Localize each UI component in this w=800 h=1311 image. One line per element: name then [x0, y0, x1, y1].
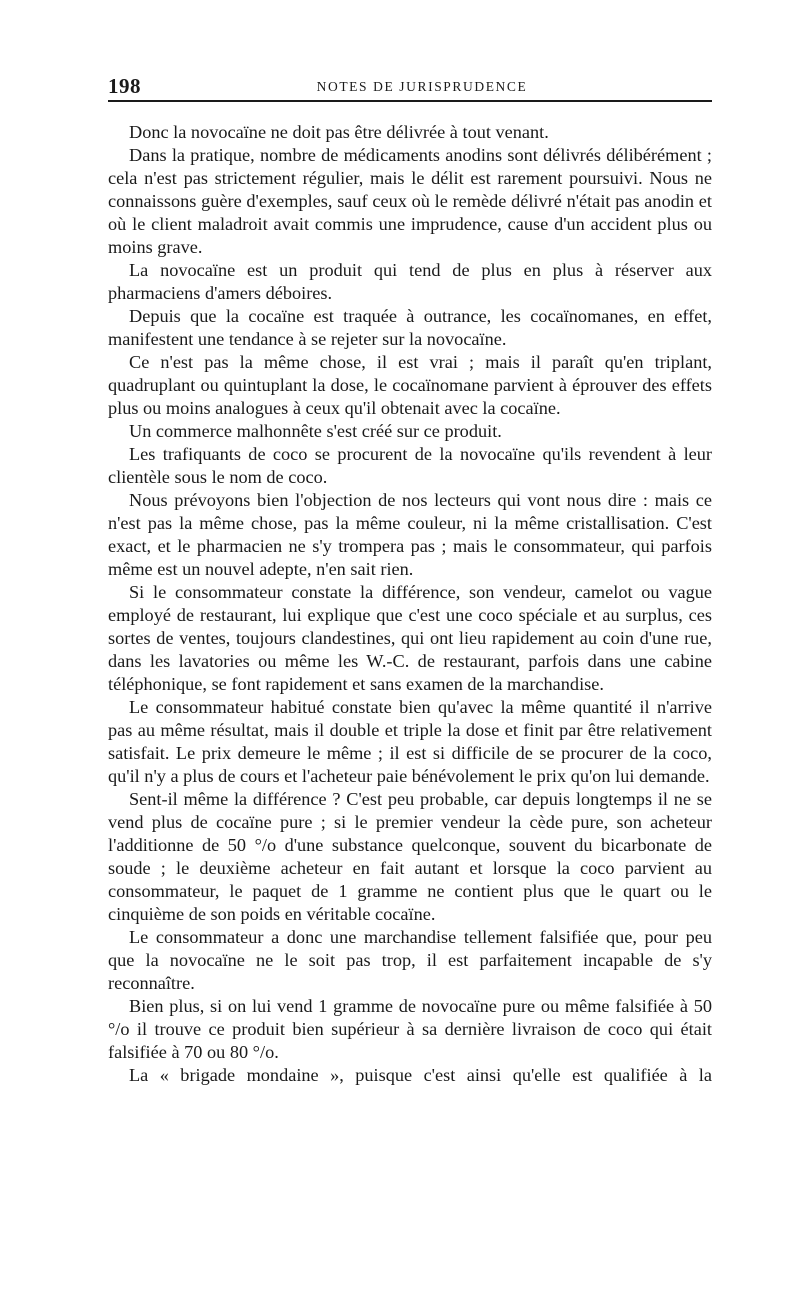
- paragraph: Donc la novocaïne ne doit pas être délivrée à tout venant.: [129, 122, 549, 142]
- paragraph: Nous prévoyons bien l'objection de nos lecteurs qui vont nous dire : mais ce n'est pas la même chose, pas la même couleur, ni la même cristallisation. C'est exact, et le pharmacien ne s'y trompera pas ; mais le consommateur, qui parfois même est un nouvel adepte, n'en sait rien.: [108, 490, 712, 579]
- paragraph: Les trafiquants de coco se procurent de la novocaïne qu'ils revendent à leur clientèle sous le nom de coco.: [108, 444, 712, 487]
- page-header: [108, 70, 712, 96]
- paragraph: La « brigade mondaine », puisque c'est ainsi qu'elle est qualifiée à la: [129, 1065, 712, 1085]
- body-text: [108, 121, 712, 1087]
- paragraph: Dans la pratique, nombre de médicaments anodins sont délivrés délibérément ; cela n'est pas strictement régulier, mais le délit est rarement poursuivi. Nous ne connaissons guère d'exemples, sauf ceux où le remède délivré n'était pas anodin et où le client maladroit avait commis une imprudence, cause d'un accident plus ou moins grave.: [108, 145, 712, 257]
- paragraph: Si le consommateur constate la différence, son vendeur, camelot ou vague employé de restaurant, lui explique que c'est une coco spéciale et au surplus, ces sortes de ventes, toujours clandestines, qui ont lieu rapidement au coin d'une rue, dans les lavatories ou même les W.-C. de restaurant, parfois dans une cabine téléphonique, se font rapidement et sans examen de la marchandise.: [108, 582, 712, 694]
- paragraph: Le consommateur habitué constate bien qu'avec la même quantité il n'arrive pas au même résultat, mais il double et triple la dose et finit par être relativement satisfait. Le prix demeure le même ; il est si difficile de se procurer de la coco, qu'il n'y a plus de cours et l'acheteur paie bénévolement le prix qu'on lui demande.: [108, 697, 712, 786]
- book-page: [108, 70, 712, 1087]
- paragraph: Un commerce malhonnête s'est créé sur ce produit.: [129, 421, 502, 441]
- paragraph: Depuis que la cocaïne est traquée à outrance, les cocaïnomanes, en effet, manifestent une tendance à se rejeter sur la novocaïne.: [108, 306, 712, 349]
- paragraph: Sent-il même la différence ? C'est peu probable, car depuis longtemps il ne se vend plus de cocaïne pure ; si le premier vendeur la cède pure, son acheteur l'additionne de 50 °/o d'une substance quelconque, souvent du bicarbonate de soude ; le deuxième acheteur en fait autant et lorsque la coco parvient au consommateur, le paquet de 1 gramme ne contient plus que le quart ou le cinquième de son poids en véritable cocaïne.: [108, 789, 712, 924]
- page-number: 198: [108, 74, 141, 98]
- paragraph: Le consommateur a donc une marchandise tellement falsifiée que, pour peu que la novocaïne ne le soit pas trop, il est parfaitement incapable de s'y reconnaître.: [108, 927, 712, 993]
- paragraph: La novocaïne est un produit qui tend de plus en plus à réserver aux pharmaciens d'amers déboires.: [108, 260, 712, 303]
- header-rule: [108, 100, 712, 102]
- paragraph: Bien plus, si on lui vend 1 gramme de novocaïne pure ou même falsifiée à 50 °/o il trouve ce produit bien supérieur à sa dernière livraison de coco qui était falsifiée à 70 ou 80 °/o.: [108, 996, 712, 1062]
- running-title: NOTES DE JURISPRUDENCE: [316, 79, 528, 94]
- paragraph: Ce n'est pas la même chose, il est vrai ; mais il paraît qu'en triplant, quadruplant ou quintuplant la dose, le cocaïnomane parvient à éprouver des effets plus ou moins analogues à ceux qu'il obtenait avec la cocaïne.: [108, 352, 712, 418]
